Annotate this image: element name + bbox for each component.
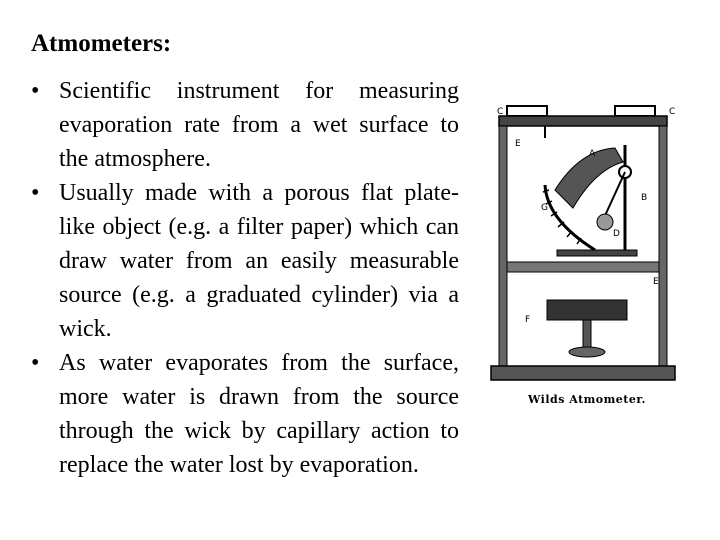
bullet-list	[31, 74, 459, 482]
bullet-item	[31, 176, 459, 346]
slide-title: Atmometers:	[31, 30, 172, 57]
pan-stem	[583, 320, 591, 348]
figure-caption: Wilds Atmometer.	[528, 393, 646, 406]
left-pan	[507, 106, 547, 116]
counterweight	[597, 214, 613, 230]
balance-base	[557, 250, 637, 256]
label-b: B	[641, 193, 648, 203]
pointer-arm	[603, 172, 625, 220]
atmometer-illustration	[485, 100, 695, 415]
base	[491, 366, 675, 380]
label-f: F	[525, 315, 531, 325]
bullet-text: Usually made with a porous flat plate-like object (e.g. a filter paper) which can draw water from an easily measurable source (e.g. a graduated cylinder) via a wick.	[59, 180, 459, 342]
label-c-left: C	[497, 107, 504, 117]
label-e-right: E	[653, 277, 659, 287]
label-g: G	[541, 203, 548, 213]
bullet-text: As water evaporates from the surface, more water is drawn from the source through the wick by capillary action to replace the water lost by evaporation.	[59, 350, 459, 478]
right-post	[659, 126, 667, 366]
bullet-dot: •	[31, 350, 40, 376]
bullet-item	[31, 74, 459, 176]
atmometer-drawing	[485, 100, 695, 415]
top-beam	[499, 116, 667, 126]
left-post	[499, 126, 507, 366]
water-pan	[547, 300, 627, 320]
bullet-text: Scientific instrument for measuring evaporation rate from a wet surface to the atmosphere.	[59, 78, 459, 172]
bullet-item	[31, 346, 459, 482]
label-a: A	[589, 149, 596, 159]
pan-foot	[569, 347, 605, 357]
right-pan	[615, 106, 655, 116]
bullet-dot: •	[31, 180, 40, 206]
label-e-top: E	[515, 139, 521, 149]
label-d: D	[613, 229, 620, 239]
label-c-right: C	[669, 107, 676, 117]
middle-shelf	[507, 262, 659, 272]
bullet-dot: •	[31, 78, 40, 104]
